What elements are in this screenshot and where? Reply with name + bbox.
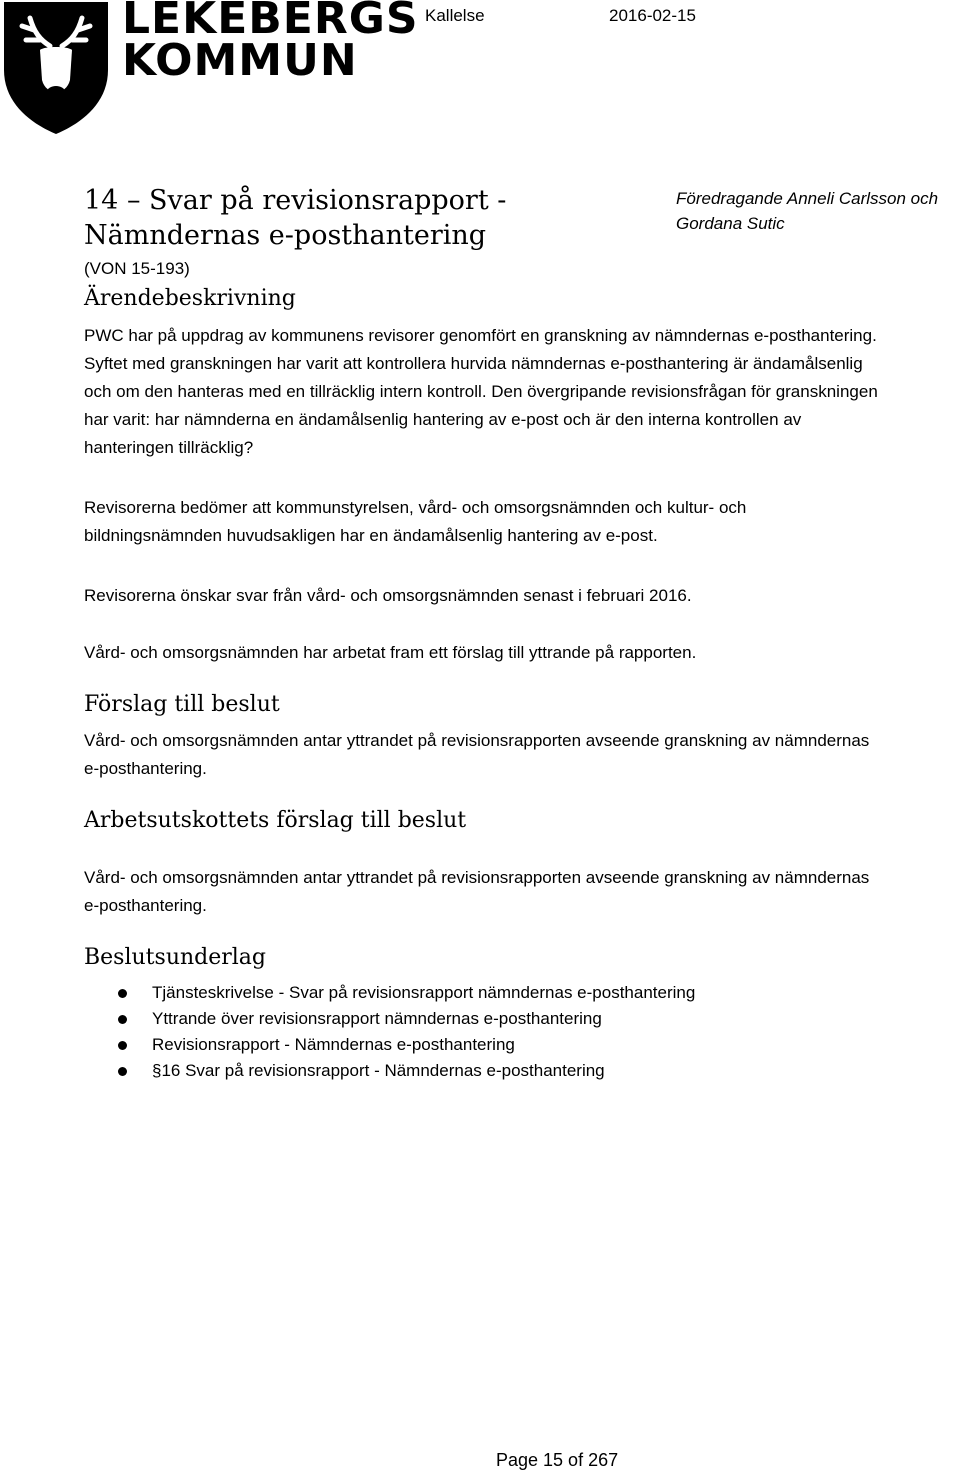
description-paragraph-4: Vård- och omsorgsnämnden har arbetat fram ett förslag till yttrande på rapporten. xyxy=(84,643,697,662)
description-paragraph-2: Revisorerna bedömer att kommunstyrelsen, vård- och omsorgsnämnden och kultur- och bildningsnämnden huvudsakligen har en ändamålsenlig hantering av e-post. xyxy=(84,498,747,545)
bullet-icon xyxy=(118,1041,127,1050)
description-paragraph-1: PWC har på uppdrag av kommunens revisorer genomfört en granskning av nämndernas e-posthantering. Syftet med granskningen har varit att kontrollera hurvida nämndernas e-posthantering är ändamålsenlig och om den hanteras med en tillräcklig intern kontroll. Den övergripande revisionsfrågan för granskningen har varit: har nämnderna en ändamålsenlig hantering av e-post och är den interna kontrollen av hanteringen tillräcklig? xyxy=(84,326,878,457)
basis-list xyxy=(118,980,695,1084)
list-item: Revisionsrapport - Nämndernas e-posthantering xyxy=(118,1032,695,1058)
logo-text-line1: LEKEBERGS xyxy=(122,0,419,44)
list-item: Yttrande över revisionsrapport nämndernas e-posthantering xyxy=(118,1006,695,1032)
section-heading-committee-proposal: Arbetsutskottets förslag till beslut xyxy=(84,808,467,833)
presenter: Föredragande Anneli Carlsson och Gordana Sutic xyxy=(676,189,939,233)
bullet-icon xyxy=(118,989,127,998)
description-paragraph-3: Revisorerna önskar svar från vård- och omsorgsnämnden senast i februari 2016. xyxy=(84,586,692,605)
logo-text-line2: KOMMUN xyxy=(122,35,358,86)
committee-proposal-text: Vård- och omsorgsnämnden antar yttrandet på revisionsrapporten avseende granskning av nämndernas e-posthantering. xyxy=(84,868,870,915)
reference-number: (VON 15-193) xyxy=(84,259,190,278)
proposal-text: Vård- och omsorgsnämnden antar yttrandet på revisionsrapporten avseende granskning av nämndernas e-posthantering. xyxy=(84,731,870,778)
list-item: Tjänsteskrivelse - Svar på revisionsrapport nämndernas e-posthantering xyxy=(118,980,695,1006)
section-heading-proposal: Förslag till beslut xyxy=(84,692,280,717)
bullet-icon xyxy=(118,1015,127,1024)
document-type: Kallelse xyxy=(425,6,485,25)
item-title: 14 – Svar på revisionsrapport - Nämndernas e-posthantering xyxy=(84,185,507,251)
section-heading-description: Ärendebeskrivning xyxy=(84,286,296,311)
document-date: 2016-02-15 xyxy=(609,6,696,25)
municipality-logo xyxy=(0,0,419,138)
bullet-icon xyxy=(118,1067,127,1076)
coat-of-arms-icon xyxy=(0,0,112,136)
page-number: Page 15 of 267 xyxy=(496,1450,619,1470)
list-item: §16 Svar på revisionsrapport - Nämndernas e-posthantering xyxy=(118,1058,695,1084)
section-heading-basis: Beslutsunderlag xyxy=(84,945,267,970)
